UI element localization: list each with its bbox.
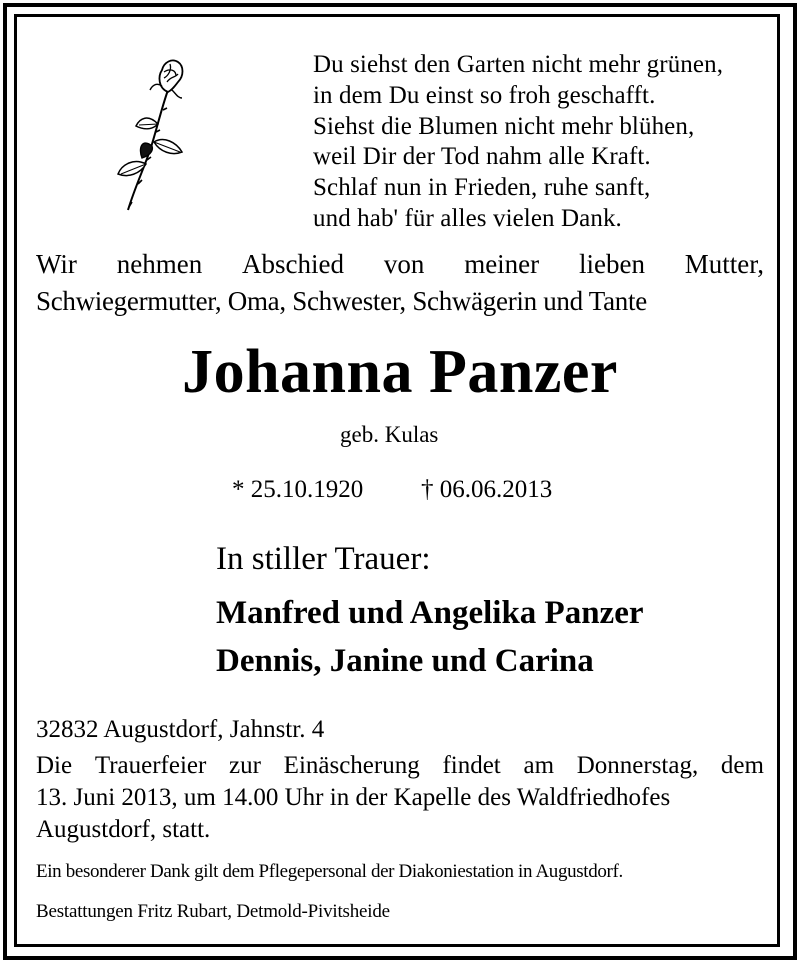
word: Einäscherung bbox=[283, 752, 420, 779]
word: Abschied bbox=[242, 249, 345, 279]
rose-illustration-icon bbox=[112, 52, 192, 214]
deceased-name: Johanna Panzer bbox=[182, 338, 618, 406]
poem-line: Siehst die Blumen nicht mehr blühen, bbox=[313, 112, 695, 140]
word: am bbox=[523, 752, 555, 779]
word: von bbox=[383, 249, 425, 279]
word: dem bbox=[720, 752, 764, 779]
poem-line: und hab' für alles vielen Dank. bbox=[313, 204, 622, 232]
service-line-1 bbox=[36, 750, 764, 782]
death-date: † 06.06.2013 bbox=[421, 476, 553, 503]
mourning-heading: In stiller Trauer: bbox=[216, 541, 431, 577]
word: nehmen bbox=[116, 249, 203, 279]
undertaker: Bestattungen Fritz Rubart, Detmold-Pivitsheide bbox=[36, 901, 390, 922]
word: findet bbox=[442, 752, 501, 779]
poem-line: Du siehst den Garten nicht mehr grünen, bbox=[313, 51, 724, 78]
word: Die bbox=[36, 752, 73, 779]
poem-line: weil Dir der Tod nahm alle Kraft. bbox=[313, 143, 651, 171]
thanks-note: Ein besonderer Dank gilt dem Pflegepersonal der Diakoniestation in Augustdorf. bbox=[36, 861, 623, 882]
word: Mutter, bbox=[684, 249, 764, 279]
word: Donnerstag, bbox=[576, 752, 699, 779]
service-notice bbox=[36, 750, 764, 846]
service-line-2: 13. Juni 2013, um 14.00 Uhr in der Kapelle des Waldfriedhofes bbox=[36, 784, 671, 811]
service-line-3: Augustdorf, statt. bbox=[36, 816, 211, 843]
maiden-name: geb. Kulas bbox=[340, 422, 439, 447]
word: zur bbox=[229, 752, 261, 779]
mourner-line: Dennis, Janine und Carina bbox=[216, 643, 594, 679]
word: meiner bbox=[464, 249, 540, 279]
word: lieben bbox=[578, 249, 645, 279]
farewell-line-2: Schwiegermutter, Oma, Schwester, Schwägerin und Tante bbox=[36, 286, 647, 316]
mourners-list bbox=[216, 589, 644, 685]
birth-date: * 25.10.1920 bbox=[232, 476, 364, 503]
poem-line: in dem Du einst so froh geschafft. bbox=[313, 81, 656, 109]
mourner-line: Manfred und Angelika Panzer bbox=[216, 595, 644, 631]
farewell-line-1 bbox=[36, 246, 764, 283]
farewell-text bbox=[36, 246, 764, 320]
poem bbox=[313, 50, 723, 235]
word: Wir bbox=[36, 249, 77, 279]
address: 32832 Augustdorf, Jahnstr. 4 bbox=[36, 716, 325, 743]
word: Trauerfeier bbox=[94, 752, 207, 779]
poem-line: Schlaf nun in Frieden, ruhe sanft, bbox=[313, 174, 651, 202]
